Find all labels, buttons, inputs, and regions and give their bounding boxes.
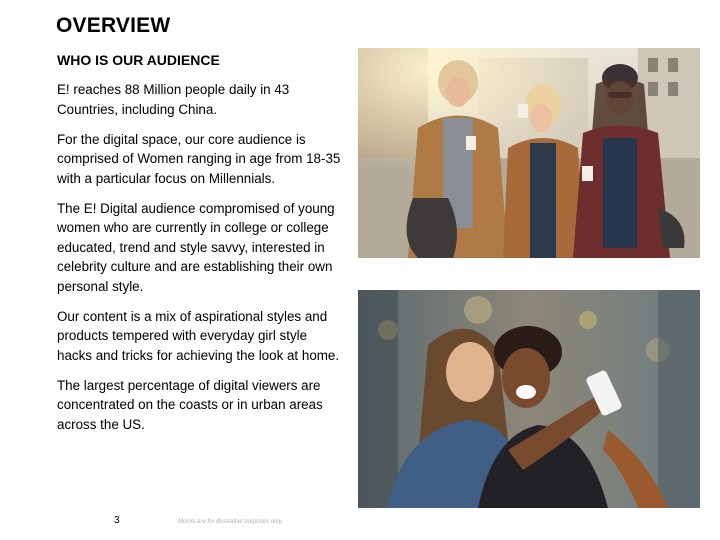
photo-friends-selfie: [358, 290, 700, 508]
page-title: OVERVIEW: [56, 14, 171, 37]
section-subtitle: WHO IS OUR AUDIENCE: [57, 52, 220, 68]
paragraph-geography: The largest percentage of digital viewers are concentrated on the coasts or in urban areas across the US.: [57, 377, 323, 432]
paragraph-reach: E! reaches 88 Million people daily in 43 Countries, including China.: [57, 82, 290, 117]
footnote-disclaimer: Mocks are for illustrative purposes only.: [178, 519, 283, 525]
page-number: 3: [114, 515, 120, 526]
photo-women-with-coffee: [358, 48, 700, 258]
body-text: [57, 80, 342, 445]
paragraph-core-audience: For the digital space, our core audience is comprised of Women ranging in age from 18-35 with a particular focus on Millennials.: [57, 131, 341, 186]
paragraph-content-mix: Our content is a mix of aspirational styles and products tempered with everyday girl style hacks and tricks for achieving the look at home.: [57, 308, 340, 363]
paragraph-digital-audience: The E! Digital audience compromised of young women who are currently in college or college educated, trend and style savvy, interested in celebrity culture and are establishing their own personal style.: [57, 200, 335, 294]
